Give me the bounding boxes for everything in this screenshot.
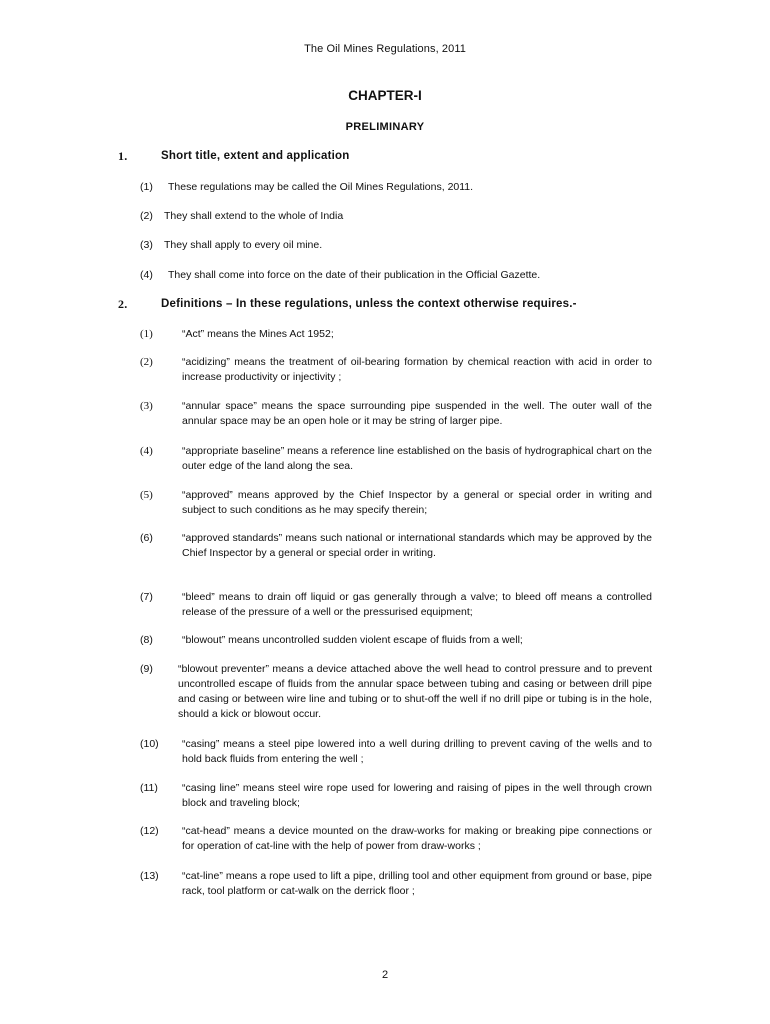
section-title: Short title, extent and application [161,150,350,162]
clause-number: (1) [140,181,153,193]
clause-number: (1) [140,328,153,340]
clause-number: (4) [140,445,153,457]
clause-number: (5) [140,489,153,501]
clause-text: “approved standards” means such national or international standards which may be approved by the Chief Inspector by a general or special order in writing. [182,532,652,559]
clause-number: (7) [140,591,153,603]
clause-number: (2) [140,356,153,368]
clause-number: (8) [140,634,153,646]
clause-text: They shall apply to every oil mine. [164,239,323,251]
clause-number: (11) [140,782,158,794]
clause-text: “appropriate baseline” means a reference line established on the basis of hydrographical chart on the outer edge of the land along the sea. [182,445,652,472]
clause-number: (3) [140,239,153,251]
clause-text: “blowout” means uncontrolled sudden violent escape of fluids from a well; [182,634,523,646]
section-number: 2. [118,297,128,311]
clause-text: “acidizing” means the treatment of oil-bearing formation by chemical reaction with acid in order to increase productivity or injectivity ; [182,356,652,383]
running-header: The Oil Mines Regulations, 2011 [304,43,466,55]
clause-text: “approved” means approved by the Chief Inspector by a general or special order in writing and subject to such conditions as he may specify therein; [182,489,652,516]
chapter-title: CHAPTER-I [348,88,422,103]
clause-text: They shall come into force on the date of their publication in the Official Gazette. [168,269,541,281]
clause-text: These regulations may be called the Oil Mines Regulations, 2011. [168,181,474,193]
clause-text: “annular space” means the space surrounding pipe suspended in the well. The outer wall of the annular space may be an open hole or it may be string of larger pipe. [182,400,652,427]
clause-text: “cat-line” means a rope used to lift a pipe, drilling tool and other equipment from ground or base, pipe rack, tool platform or cat-walk on the derrick floor ; [182,870,652,897]
page-number: 2 [381,969,389,981]
clause-number: (9) [140,663,153,675]
clause-text: “casing” means a steel pipe lowered into a well during drilling to prevent caving of the wells and to hold back fluids from entering the well ; [182,738,652,765]
clause-number: (6) [140,532,153,544]
clause-text: “cat-head” means a device mounted on the draw-works for making or breaking pipe connections or for operation of cat-line with the help of power from draw-works ; [182,825,652,852]
clause-number: (13) [140,870,159,882]
clause-text: They shall extend to the whole of India [164,210,344,222]
clause-text: “blowout preventer” means a device attached above the well head to control pressure and to prevent uncontrolled escape of fluids from the annular space between tubing and casing or between drill pipe and casing or between wire line and tubing or to shut-off the well if no drill pipe or tubing is in the hole, should a kick or blowout occur. [178,663,652,720]
clause-text: “bleed” means to drain off liquid or gas generally through a valve; to bleed off means a controlled release of the pressure of a well or the pressurised equipment; [182,591,652,618]
clause-text: “Act” means the Mines Act 1952; [182,328,334,340]
clause-number: (12) [140,825,159,837]
section-title: Definitions – In these regulations, unless the context otherwise requires.- [161,298,577,310]
clause-number: (2) [140,210,153,222]
section-number: 1. [118,149,128,163]
clause-text: “casing line” means steel wire rope used for lowering and raising of pipes in the well through crown block and traveling block; [182,782,652,809]
clause-number: (10) [140,738,159,750]
clause-number: (4) [140,269,153,281]
chapter-subtitle: PRELIMINARY [345,121,425,133]
clause-number: (3) [140,400,153,412]
